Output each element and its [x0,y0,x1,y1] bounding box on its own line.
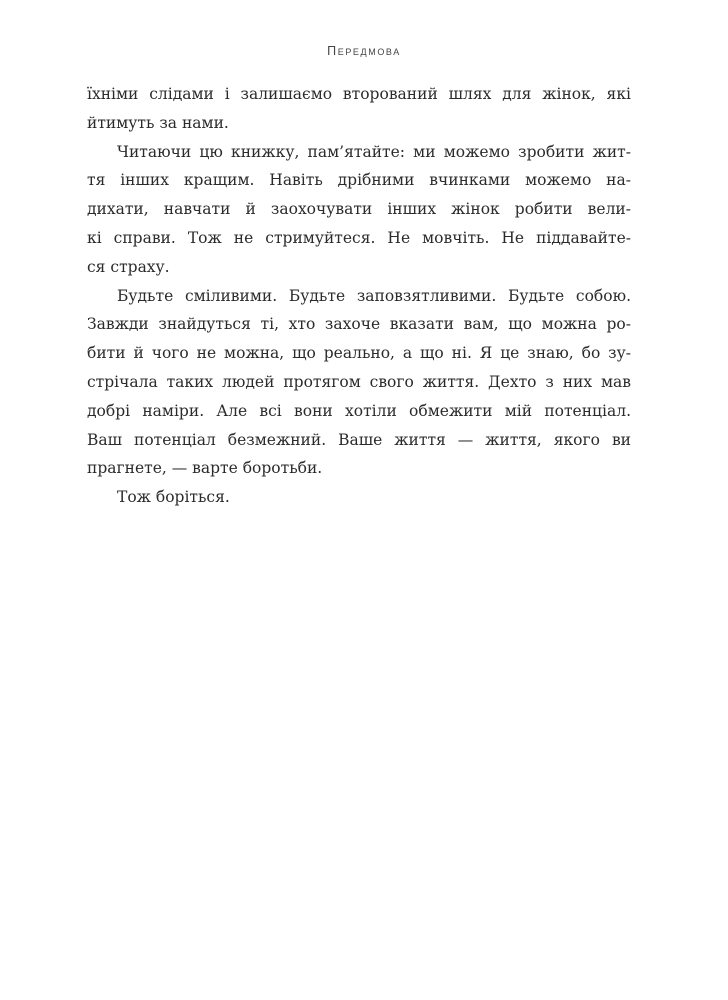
text-line: ся страху. [87,257,170,276]
text-line: прагнете, — варте боротьби. [87,459,323,478]
text-line: Будьте сміливими. Будьте заповзятливими. Будьте собою. [117,286,631,305]
text-line: Тож боріться. [117,488,230,507]
text-line: їхніми слідами і залишаємо вторований шлях для жінок, які [87,85,631,103]
text-line: стрічала таких людей протягом свого життя. Дехто з них мав [87,372,631,391]
text-line: добрі наміри. Але всі вони хотіли обмежити мій потенціал. [87,401,631,420]
text-line: йтимуть за нами. [87,113,229,132]
text-line: кі справи. Тож не стримуйтеся. Не мовчіть. Не піддавайте- [87,228,631,247]
text-line: Читаючи цю книжку, пам’ятайте: ми можемо зробити жит- [117,142,631,161]
text-line: Завжди знайдуться ті, хто захоче вказати вам, що можна ро- [87,315,631,334]
running-header: Передмова [327,44,401,58]
text-line: дихати, навчати й заохочувати інших жінок робити вели- [87,200,631,219]
text-line: бити й чого не можна, що реально, а що ні. Я це знаю, бо зу- [87,344,631,363]
text-line: Ваш потенціал безмежний. Ваше життя — життя, якого ви [87,430,631,449]
text-line: тя інших кращим. Навіть дрібними вчинками можемо на- [87,171,631,190]
body-text [87,80,631,512]
